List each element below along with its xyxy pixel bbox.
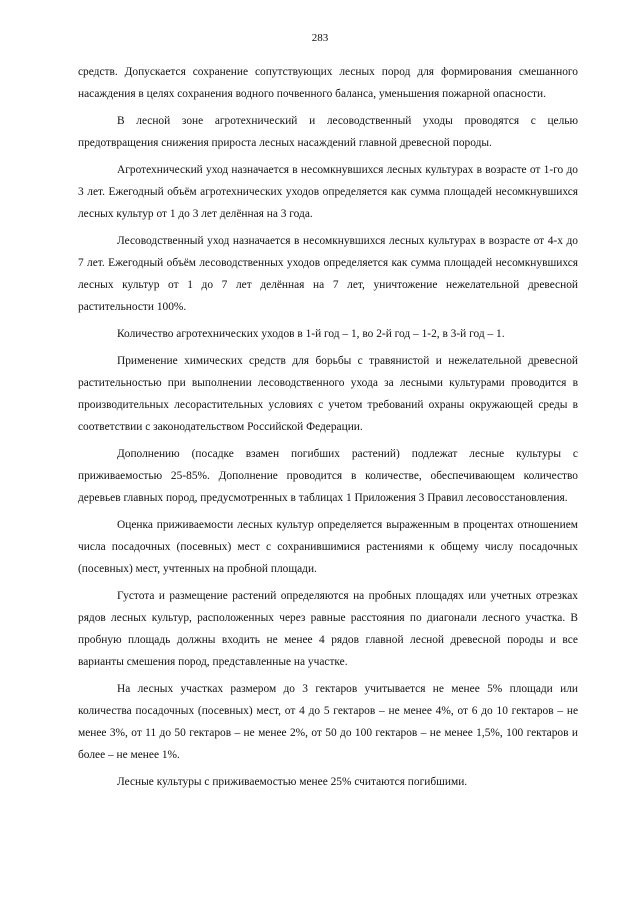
paragraph-care-count: Количество агротехнических уходов в 1-й год – 1, во 2-й год – 1-2, в 3-й год – 1. bbox=[117, 328, 505, 340]
paragraph-dead-cultures: Лесные культуры с приживаемостью менее 25% считаются погибшими. bbox=[117, 776, 468, 788]
paragraph-agrotechnical-care: Агротехнический уход назначается в несомкнувшихся лесных культурах в возрасте от 1-го до 3 лет. Ежегодный объём агротехнических уходов определяется как сумма площадей несомкнувшихся лесных культур от 1 до 3 лет делённая на 3 года. bbox=[78, 164, 578, 220]
page-number: 283 bbox=[311, 32, 329, 44]
paragraph-density-placement: Густота и размещение растений определяются на пробных площадях или учетных отрезках рядов лесных культур, расположенных через равные расстояния по диагонали лесного участка. В пробную площадь должны входить не менее 4 рядов главной лесной древесной породы и все варианты смешения пород, представленные на участке. bbox=[78, 590, 578, 668]
paragraph-continuation: средств. Допускается сохранение сопутствующих лесных пород для формирования смешанного насаждения в целях сохранения водного почвенного баланса, уменьшения пожарной опасности. bbox=[78, 66, 578, 100]
paragraph-chemical-means: Применение химических средств для борьбы с травянистой и нежелательной древесной растительностью при выполнении лесоводственного ухода за лесными культурами проводится в производительных лесорастительных условиях с учетом требований охраны окружающей среды в соответствии с законодательством Российской Федерации. bbox=[78, 355, 578, 433]
paragraph-survival-assessment: Оценка приживаемости лесных культур определяется выраженным в процентах отношением числа посадочных (посевных) мест с сохранившимися растениями к общему числу посадочных (посевных) мест, учтенных на пробной площади. bbox=[78, 519, 578, 575]
paragraph-care-purpose: В лесной зоне агротехнический и лесоводственный уходы проводятся с целью предотвращения снижения прироста лесных насаждений главной древесной породы. bbox=[78, 115, 578, 149]
paragraph-silvicultural-care: Лесоводственный уход назначается в несомкнувшихся лесных культурах в возрасте от 4-х до 7 лет. Ежегодный объём лесоводственных уходов определяется как сумма площадей несомкнувшихся лесных культур от 1 до 7 лет делённая на 7 лет, уничтожение нежелательной древесной растительности 100%. bbox=[78, 235, 578, 313]
paragraph-sampling-rates: На лесных участках размером до 3 гектаров учитывается не менее 5% площади или количества посадочных (посевных) мест, от 4 до 5 гектаров – не менее 4%, от 6 до 10 гектаров – не менее 3%, от 11 до 50 гектаров – не менее 2%, от 50 до 100 гектаров – не менее 1,5%, 100 гектаров и более – не менее 1%. bbox=[78, 683, 578, 761]
paragraph-replanting: Дополнению (посадке взамен погибших растений) подлежат лесные культуры с приживаемостью 25-85%. Дополнение проводится в количестве, обеспечивающем количество деревьев главных пород, предусмотренных в таблицах 1 Приложения 3 Правил лесовосстановления. bbox=[78, 448, 578, 504]
document-body bbox=[78, 61, 578, 798]
